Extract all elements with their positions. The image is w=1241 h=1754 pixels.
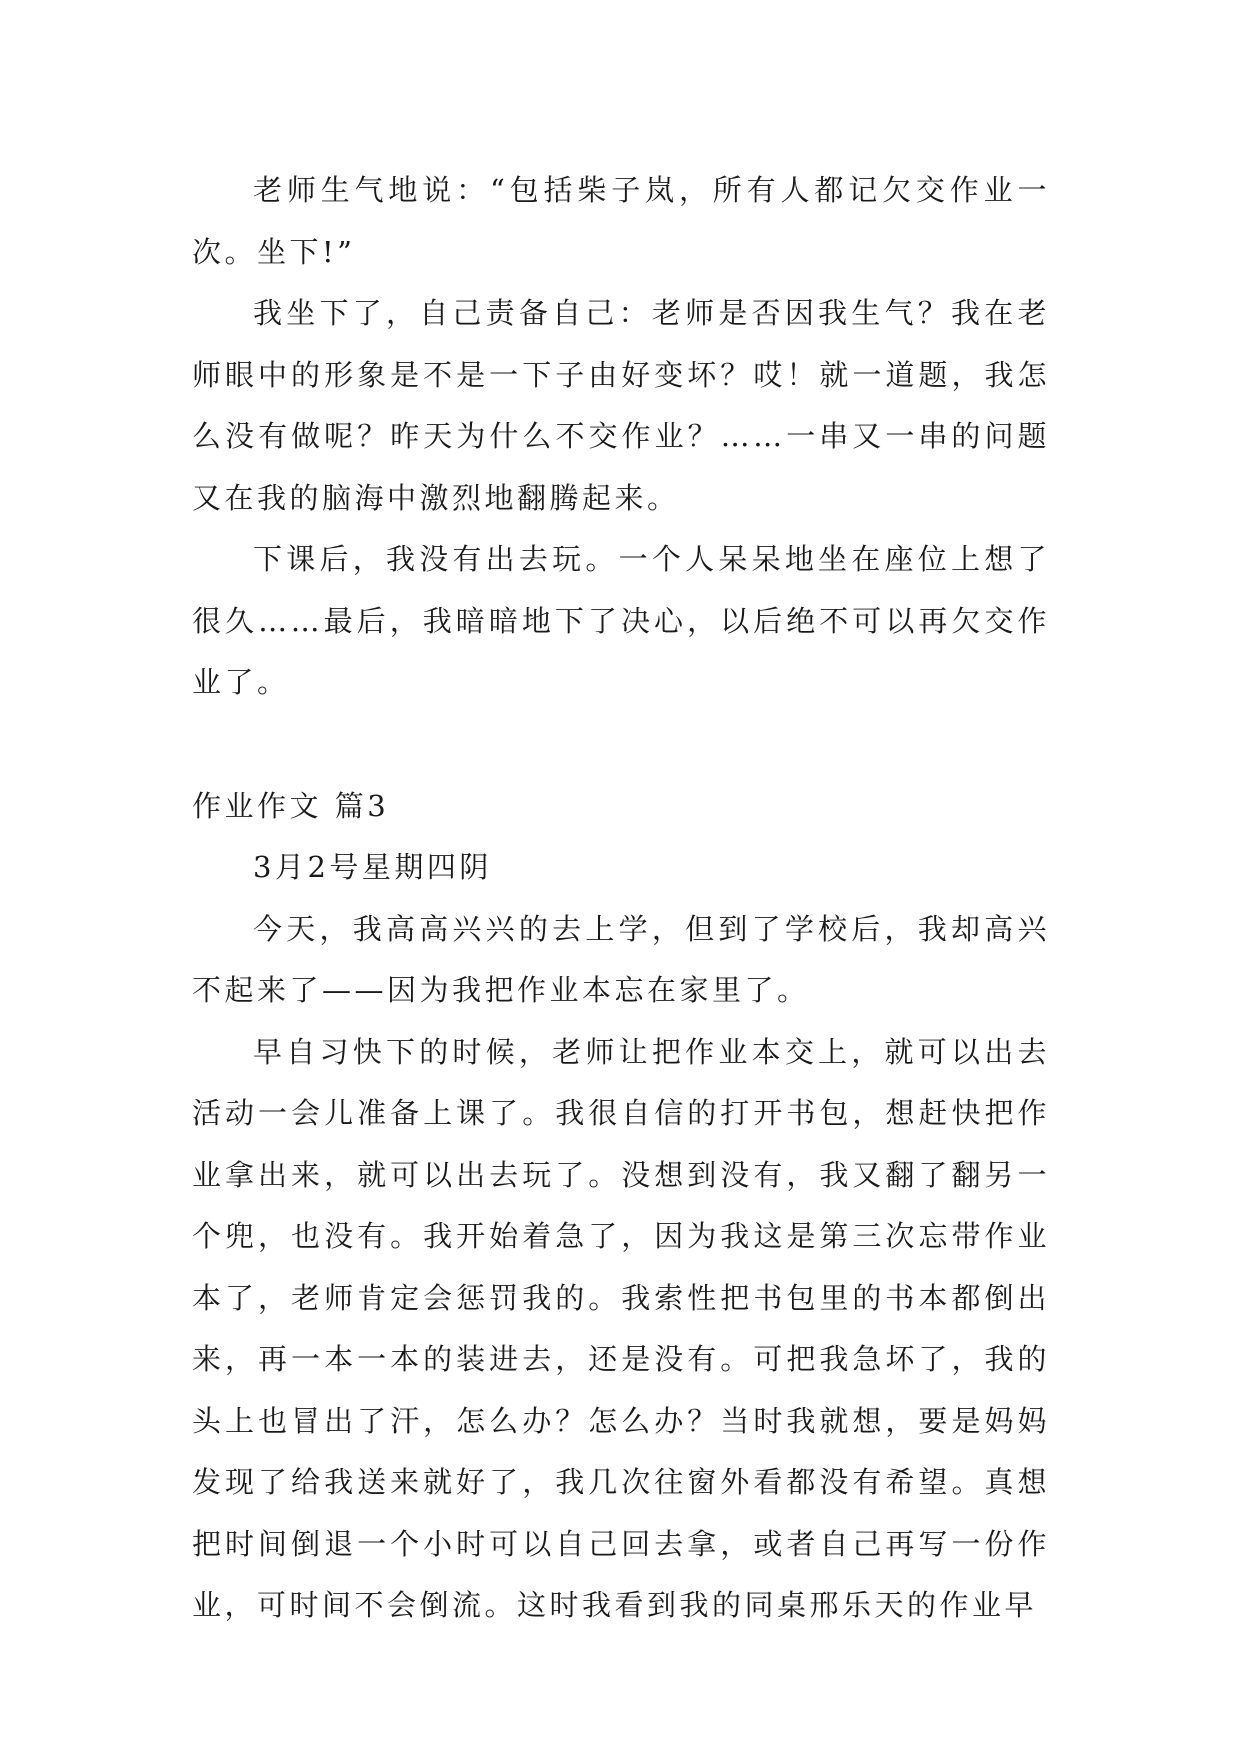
- paragraph: 下课后，我没有出去玩。一个人呆呆地坐在座位上想了很久……最后，我暗暗地下了决心，以后绝不可以再欠交作业了。: [192, 542, 1050, 699]
- paragraph: 我坐下了，自己责备自己：老师是否因我生气？我在老师眼中的形象是不是一下子由好变坏？哎！就一道题，我怎么没有做呢？昨天为什么不交作业？……一串又一串的问题又在我的脑海中激烈地翻腾起来。: [192, 296, 1050, 515]
- document-page: [192, 160, 1050, 1637]
- paragraph: 今天，我高高兴兴的去上学，但到了学校后，我却高兴不起来了——因为我把作业本忘在家里了。: [192, 911, 1050, 1007]
- section-title: 作业作文 篇3: [192, 788, 390, 823]
- paragraph: 老师生气地说：“包括柴子岚，所有人都记欠交作业一次。坐下!”: [192, 173, 1050, 269]
- date-line: 3月2号星期四阴: [253, 850, 492, 884]
- paragraph: 早自习快下的时候，老师让把作业本交上，就可以出去活动一会儿准备上课了。我很自信的打开书包，想赶快把作业拿出来，就可以出去玩了。没想到没有，我又翻了翻另一个兜，也没有。我开始着急了，因为我这是第三次忘带作业本了，老师肯定会惩罚我的。我索性把书包里的书本都倒出来，再一本一本的装进去，还是没有。可把我急坏了，我的头上也冒出了汗，怎么办？怎么办？当时我就想，要是妈妈发现了给我送来就好了，我几次往窗外看都没有希望。真想把时间倒退一个小时可以自己回去拿，或者自己再写一份作业，可时间不会倒流。这时我看到我的同桌邢乐天的作业早: [192, 1034, 1050, 1622]
